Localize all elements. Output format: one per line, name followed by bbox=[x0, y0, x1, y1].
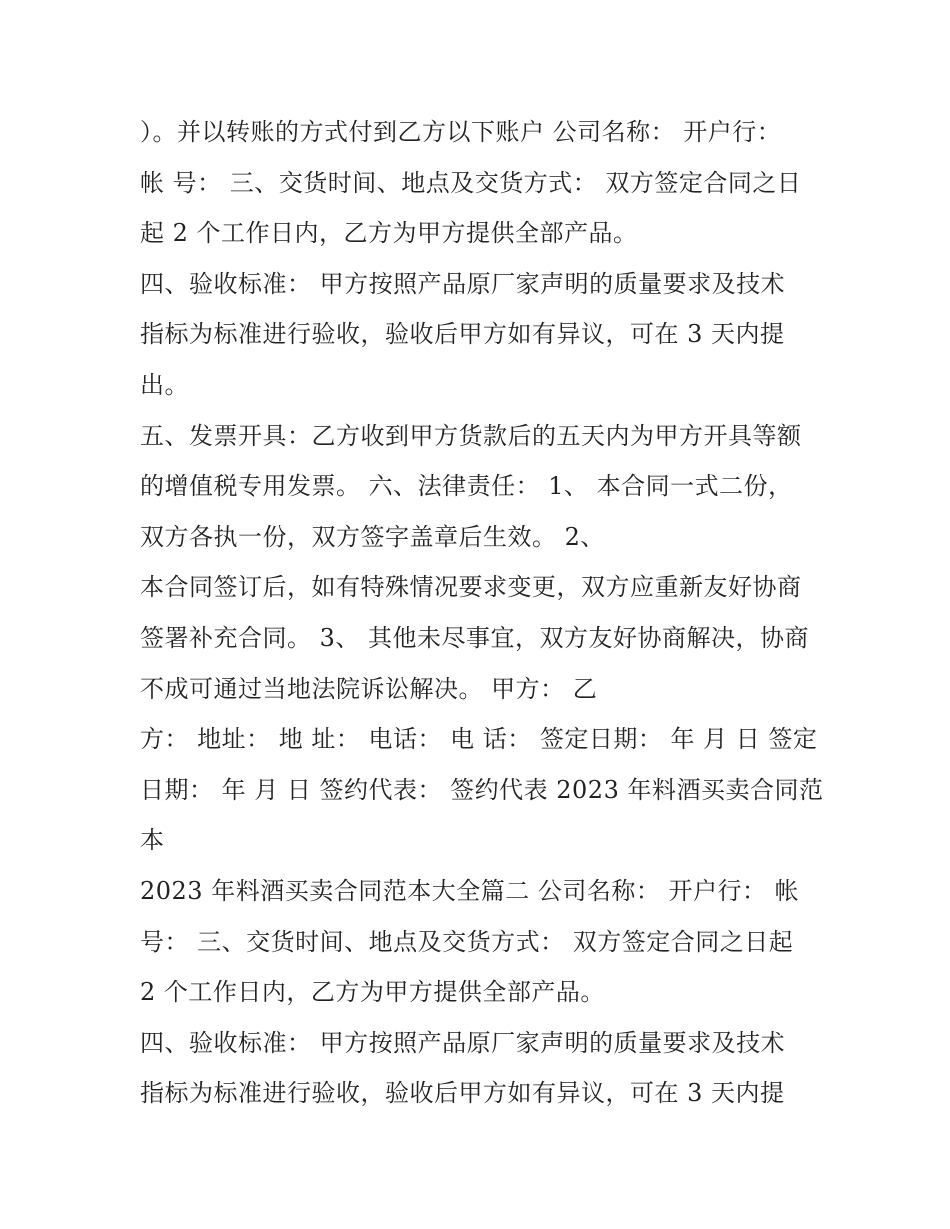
text-line: 五、发票开具：乙方收到甲方货款后的五天内为甲方开具等额 bbox=[140, 421, 802, 450]
text-line: 不成可通过当地法院诉讼解决。 甲方： 乙 bbox=[140, 674, 598, 703]
text-line: 四、验收标准： 甲方按照产品原厂家声明的质量要求及技术 bbox=[140, 1028, 786, 1057]
text-line: 2023 年料酒买卖合同范本大全篇二 公司名称： 开户行： 帐 bbox=[140, 876, 800, 905]
text-line: 指标为标准进行验收，验收后甲方如有异议，可在 3 天内提 bbox=[140, 320, 785, 349]
text-line: ）。并以转账的方式付到乙方以下账户 公司名称： 开户行： bbox=[140, 118, 782, 146]
text-line: 本 bbox=[140, 826, 165, 855]
text-line: 本合同签订后，如有特殊情况要求变更，双方应重新友好协商 bbox=[140, 573, 802, 602]
text-line: 起 2 个工作日内，乙方为甲方提供全部产品。 bbox=[140, 219, 638, 248]
text-line: 的增值税专用发票。 六、法律责任： 1、 本合同一式二份， bbox=[140, 472, 793, 501]
text-line: 日期： 年 月 日 签约代表： 签约代表 2023 年料酒买卖合同范 bbox=[140, 775, 824, 804]
document-body bbox=[140, 110, 830, 1122]
text-line: 方： 地址： 地 址： 电话： 电 话： 签定日期： 年 月 日 签定 bbox=[140, 725, 818, 754]
text-line: 签署补充合同。 3、 其他未尽事宜，双方友好协商解决，协商 bbox=[140, 623, 810, 652]
text-line: 双方各执一份，双方签字盖章后生效。 2、 bbox=[140, 522, 605, 551]
text-line: 四、验收标准： 甲方按照产品原厂家声明的质量要求及技术 bbox=[140, 269, 786, 298]
text-line: 帐 号： 三、交货时间、地点及交货方式： 双方签定合同之日 bbox=[140, 168, 802, 197]
text-line: 2 个工作日内，乙方为甲方提供全部产品。 bbox=[140, 978, 605, 1007]
text-line: 出。 bbox=[140, 370, 189, 399]
text-line: 指标为标准进行验收，验收后甲方如有异议，可在 3 天内提 bbox=[140, 1079, 785, 1108]
text-line: 号： 三、交货时间、地点及交货方式： 双方签定合同之日起 bbox=[140, 927, 794, 956]
